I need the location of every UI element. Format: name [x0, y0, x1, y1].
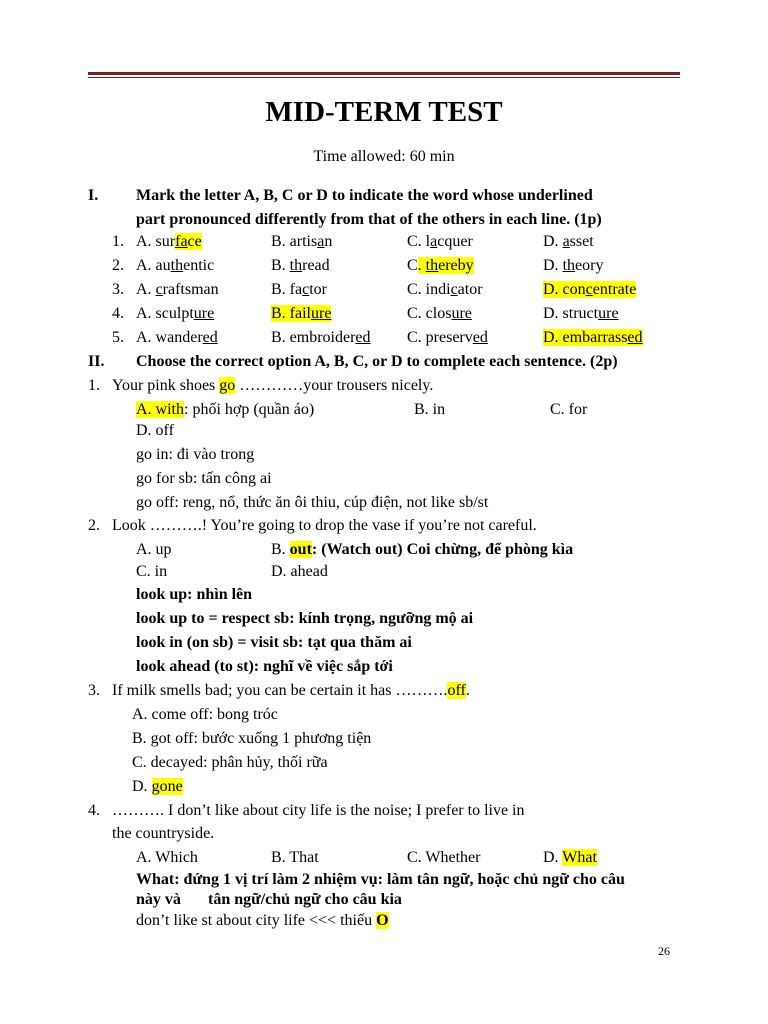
row-5-option-b: B. embroidered: [271, 329, 371, 346]
row-1-option-c: C. lacquer: [407, 233, 473, 250]
q3-option-a: A. come off: bong tróc: [132, 706, 278, 723]
q2-note-2: look up to = respect sb: kính trọng, ngưỡng mộ ai: [136, 610, 474, 627]
row-5-number: 5.: [112, 329, 124, 346]
q3-option-d: D. gone: [132, 778, 183, 795]
q4-stem-line1: ………. I don’t like about city life is the noise; I prefer to live in: [112, 802, 525, 819]
row-2-option-d: D. theory: [543, 257, 604, 274]
q4-explanation-2a: này và: [136, 891, 181, 908]
q4-stem-line2: the countryside.: [112, 825, 215, 842]
header-rule: [88, 72, 680, 75]
row-5-option-a: A. wandered: [136, 329, 218, 346]
q4-option-d: D. What: [543, 849, 597, 866]
q4-number: 4.: [88, 802, 100, 819]
row-1-number: 1.: [112, 233, 124, 250]
row-3-option-a: A. craftsman: [136, 281, 219, 298]
page-title: MID-TERM TEST: [265, 96, 503, 128]
q4-option-a: A. Which: [136, 849, 198, 866]
q1-note-1: go in: đi vào trong: [136, 446, 255, 463]
row-1-option-d: D. asset: [543, 233, 594, 250]
q1-note-2: go for sb: tấn công ai: [136, 470, 272, 487]
row-4-option-a: A. sculpture: [136, 305, 215, 322]
q3-option-b: B. got off: bước xuống 1 phương tiện: [132, 730, 372, 747]
q2-option-b: B. out: (Watch out) Coi chừng, để phòng kìa: [271, 541, 574, 558]
q2-option-c: C. in: [136, 563, 168, 580]
section-1-instruction-line2: part pronounced differently from that of the others in each line. (1p): [136, 211, 602, 228]
row-2-option-c: C. thereby: [407, 257, 474, 274]
row-3-option-d: D. concentrate: [543, 281, 637, 298]
q4-option-c: C. Whether: [407, 849, 481, 866]
q2-note-3: look in (on sb) = visit sb: tạt qua thăm ai: [136, 634, 412, 651]
q2-note-4: look ahead (to st): nghĩ về việc sắp tới: [136, 658, 393, 675]
row-4-option-d: D. structure: [543, 305, 619, 322]
row-2-option-a: A. authentic: [136, 257, 215, 274]
q1-note-3: go off: reng, nổ, thức ăn ôi thiu, cúp điện, not like sb/st: [136, 494, 489, 511]
section-1-instruction-line1: Mark the letter A, B, C or D to indicate the word whose underlined: [136, 187, 593, 204]
q2-option-d: D. ahead: [271, 563, 328, 580]
q1-option-b: B. in: [414, 401, 446, 418]
row-4-number: 4.: [112, 305, 124, 322]
q1-number: 1.: [88, 377, 100, 394]
q3-option-c: C. decayed: phân hủy, thối rữa: [132, 754, 328, 771]
q2-note-1: look up: nhìn lên: [136, 586, 253, 603]
section-1-number: I.: [88, 187, 99, 204]
time-allowed: Time allowed: 60 min: [313, 148, 455, 165]
section-2-number: II.: [88, 353, 105, 370]
q1-stem: Your pink shoes go …………your trousers nicely.: [112, 377, 434, 394]
page-number: 26: [658, 944, 670, 958]
q4-explanation-1: What: đứng 1 vị trí làm 2 nhiệm vụ: làm tân ngữ, hoặc chủ ngữ cho câu: [136, 871, 625, 888]
row-3-option-c: C. indicator: [407, 281, 483, 298]
q1-option-d: D. off: [136, 422, 174, 439]
q2-number: 2.: [88, 517, 100, 534]
row-2-number: 2.: [112, 257, 124, 274]
row-2-option-b: B. thread: [271, 257, 330, 274]
row-3-option-b: B. factor: [271, 281, 327, 298]
q3-number: 3.: [88, 682, 100, 699]
q1-option-c: C. for: [550, 401, 588, 418]
row-3-number: 3.: [112, 281, 124, 298]
q3-stem: If milk smells bad; you can be certain it has ……….off.: [112, 682, 470, 699]
row-5-option-d: D. embarrassed: [543, 329, 643, 346]
row-1-option-b: B. artisan: [271, 233, 333, 250]
q4-explanation-2b: tân ngữ/chủ ngữ cho câu kia: [208, 891, 402, 908]
row-4-option-b: B. failure: [271, 305, 332, 322]
q4-option-b: B. That: [271, 849, 319, 866]
header-rule-thin: [88, 77, 680, 78]
row-5-option-c: C. preserved: [407, 329, 488, 346]
q1-option-a: A. with: phối hợp (quần áo): [136, 401, 315, 418]
q2-option-a: A. up: [136, 541, 172, 558]
row-4-option-c: C. closure: [407, 305, 472, 322]
q4-explanation-3: don’t like st about city life <<< thiếu O: [136, 912, 389, 929]
section-2-instruction: Choose the correct option A, B, C, or D to complete each sentence. (2p): [136, 353, 618, 370]
q2-stem: Look ……….! You’re going to drop the vase if you’re not careful.: [112, 517, 537, 534]
row-1-option-a: A. surface: [136, 233, 202, 250]
